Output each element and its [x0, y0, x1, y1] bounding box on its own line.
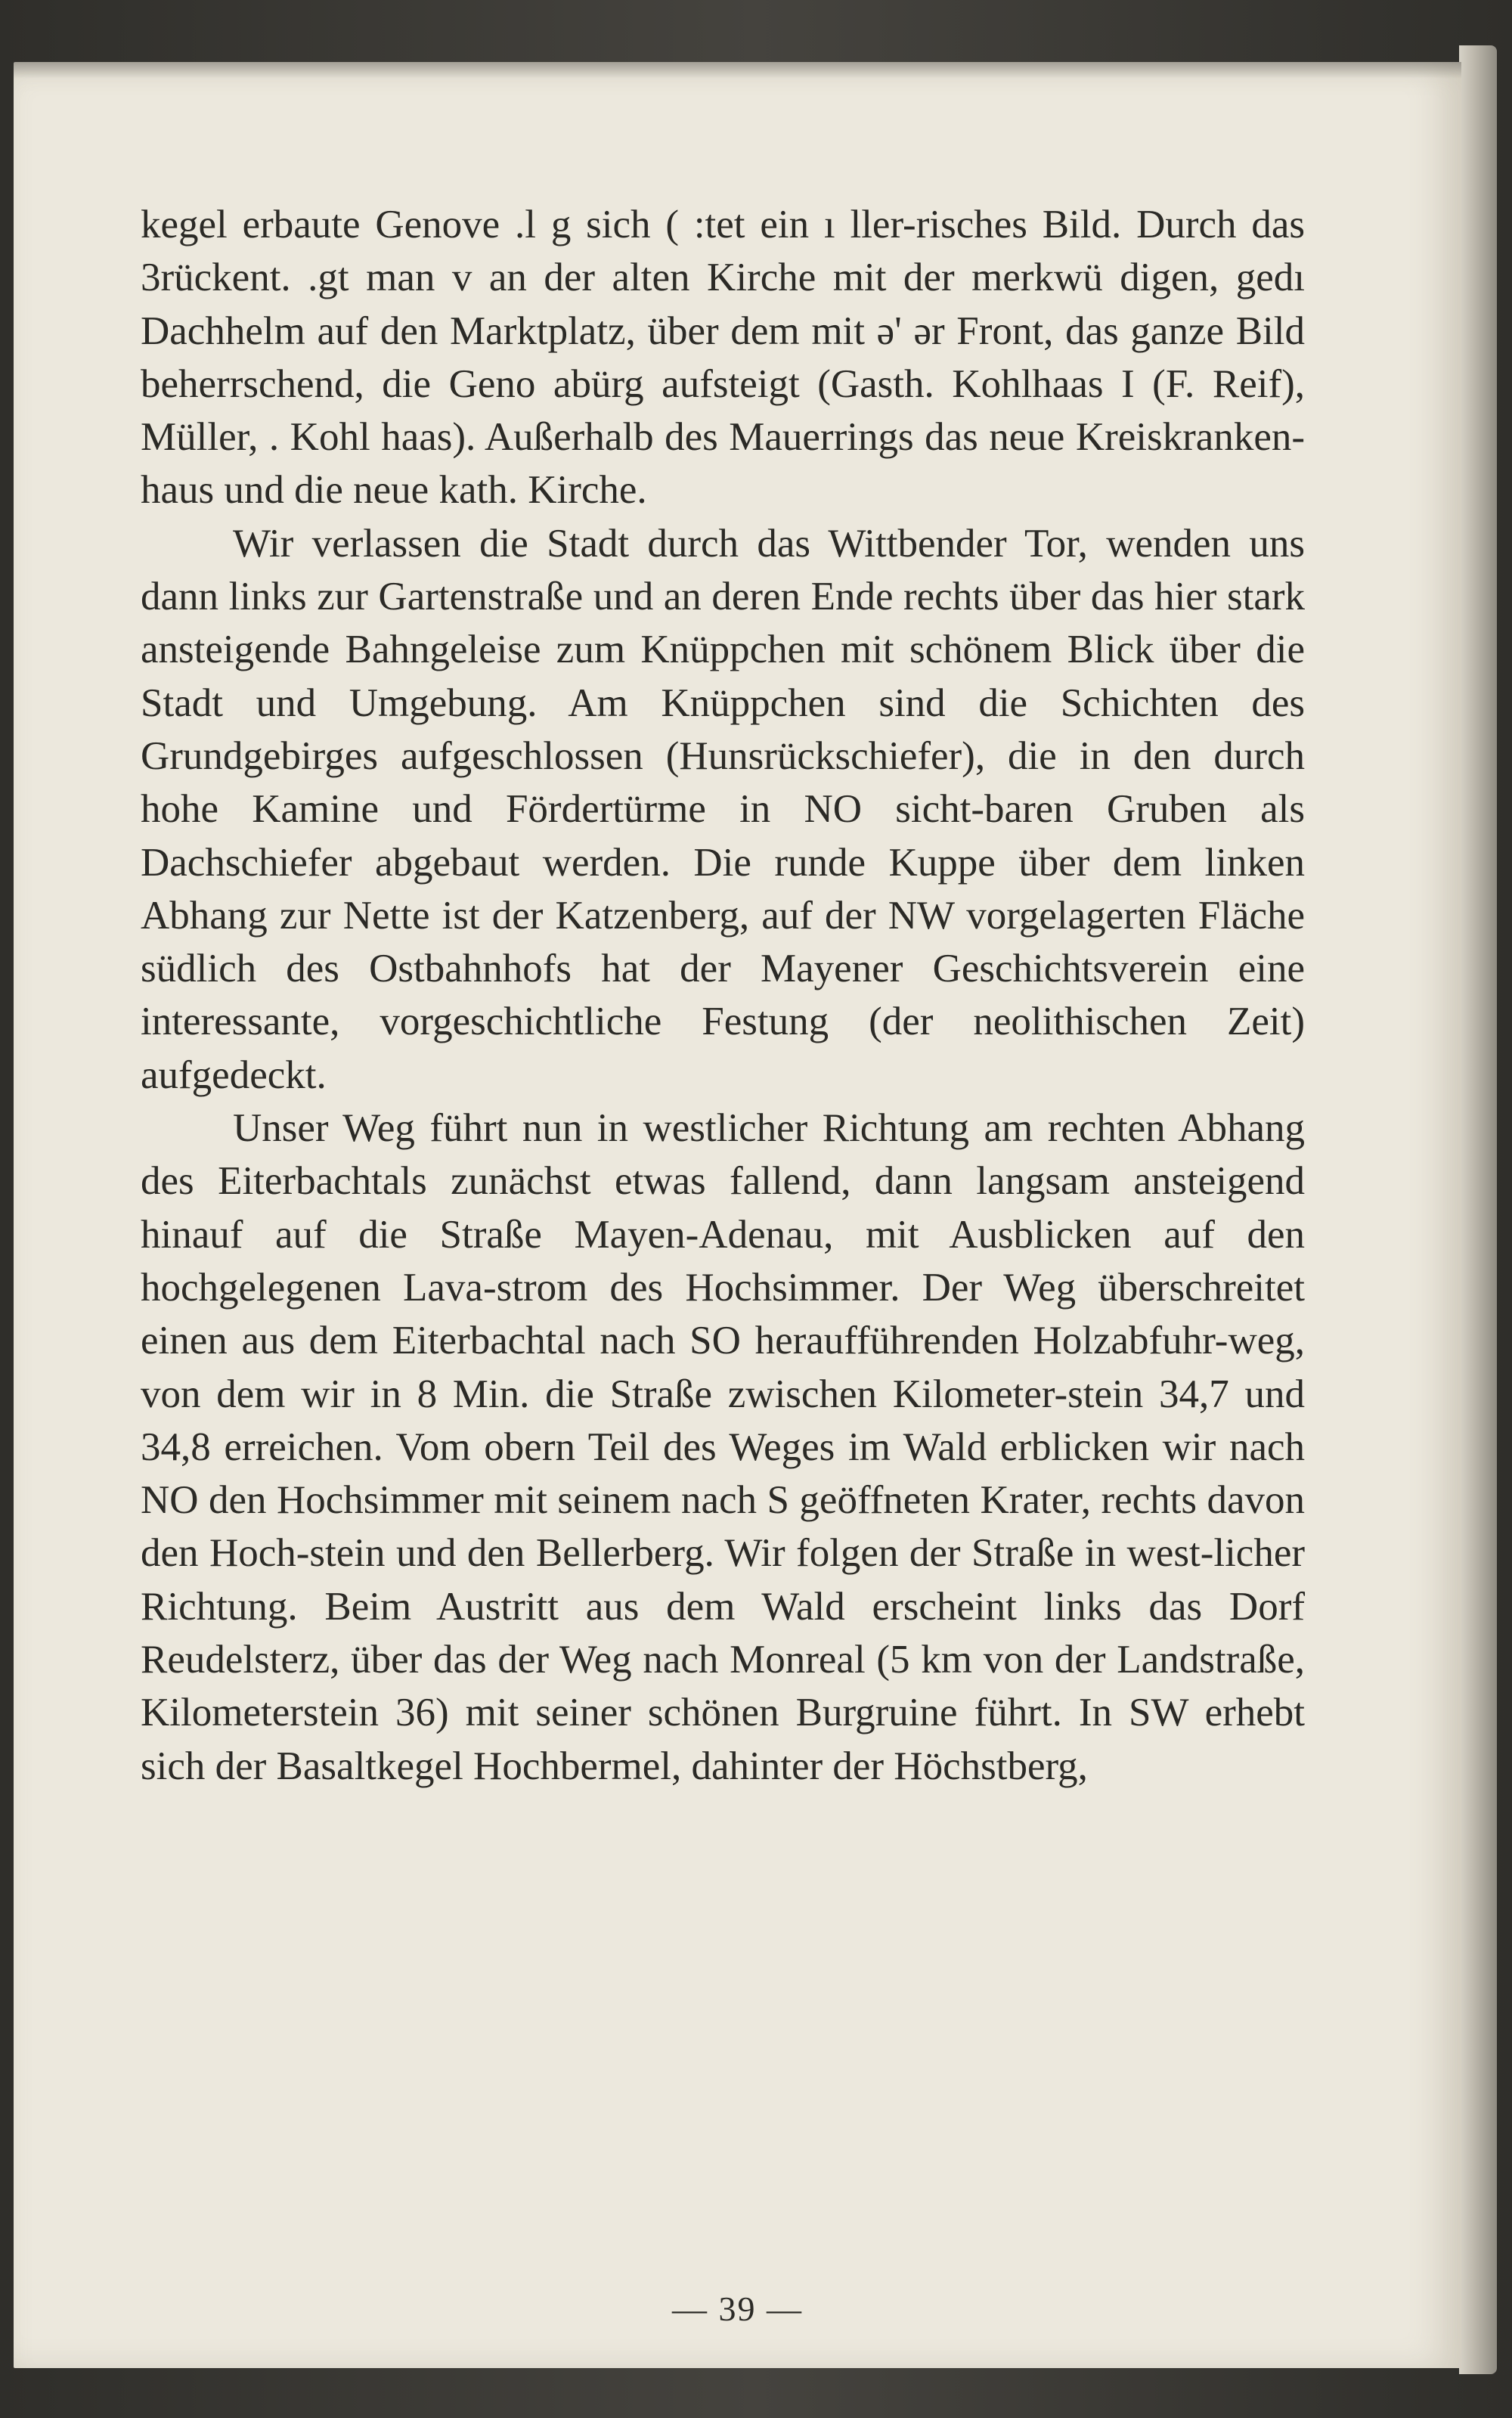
book-page-edges: [1459, 45, 1497, 2374]
page-number: — 39 —: [672, 2289, 803, 2328]
paragraph-1: kegel erbaute Genove .l g sich ( :tet ein ı ller-risches Bild. Durch das 3rückent. .gt man v an der alten Kirche mit der merkwü digen, gedı Dachhelm auf den Marktplatz, über dem mit ə' ər Front, das ganze Bild beherrschend, die Geno abürg aufsteigt (Gasth. Kohlhaas I (F. Reif), Müller, . Kohl haas). Außerhalb des Mauerrings das neue Kreiskranken-haus und die neue kath. Kirche.: [141, 203, 1305, 513]
page-body-text: [141, 198, 1305, 1793]
paragraph-3: Unser Weg führt nun in westlicher Richtung am rechten Abhang des Eiterbachtals zunächst etwas fallend, dann langsam ansteigend hinauf auf die Straße Mayen-Adenau, mit Ausblicken auf den hochgelegenen Lava-strom des Hochsimmer. Der Weg überschreitet einen aus dem Eiterbachtal nach SO heraufführenden Holzabfuhr-weg, von dem wir in 8 Min. die Straße zwischen Kilometer-stein 34,7 und 34,8 erreichen. Vom obern Teil des Weges im Wald erblicken wir nach NO den Hochsimmer mit seinem nach S geöffneten Krater, rechts davon den Hoch-stein und den Bellerberg. Wir folgen der Straße in west-licher Richtung. Beim Austritt aus dem Wald erscheint links das Dorf Reudelsterz, über das der Weg nach Monreal (5 km von der Landstraße, Kilometerstein 36) mit seiner schönen Burgruine führt. In SW erhebt sich der Basaltkegel Hochbermel, dahinter der Höchstberg,: [141, 1106, 1305, 1788]
book-page: [14, 62, 1461, 2368]
paragraph-2: Wir verlassen die Stadt durch das Wittbender Tor, wenden uns dann links zur Gartenstraße und an deren Ende rechts über das hier stark ansteigende Bahngeleise zum Knüppchen mit schönem Blick über die Stadt und Umgebung. Am Knüppchen sind die Schichten des Grundgebirges aufgeschlossen (Hunsrückschiefer), die in den durch hohe Kamine und Fördertürme in NO sicht-baren Gruben als Dachschiefer abgebaut werden. Die runde Kuppe über dem linken Abhang zur Nette ist der Katzenberg, auf der NW vorgelagerten Fläche südlich des Ostbahnhofs hat der Mayener Geschichtsverein eine interessante, vorgeschichtliche Festung (der neolithischen Zeit) aufgedeckt.: [141, 521, 1305, 1097]
